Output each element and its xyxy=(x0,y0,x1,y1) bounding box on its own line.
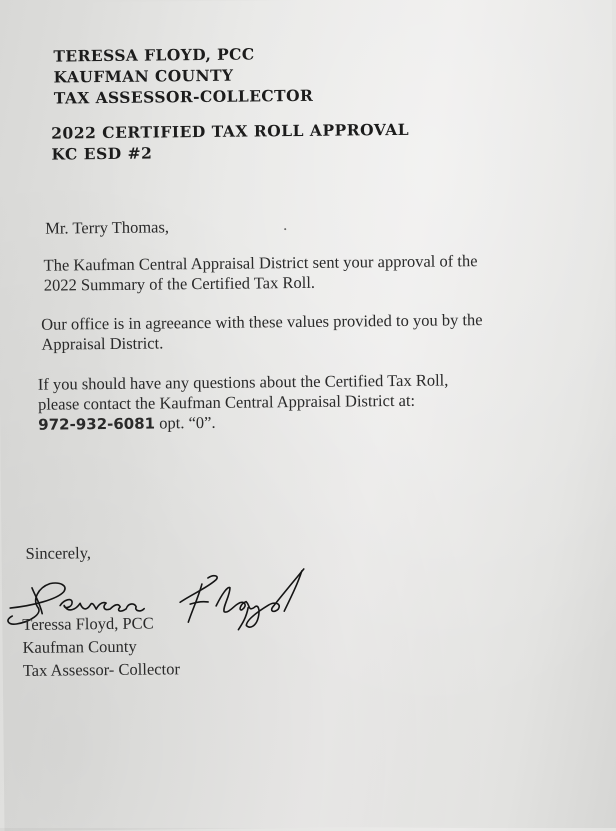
title-line-1: 2022 CERTIFIED TAX ROLL APPROVAL xyxy=(51,119,410,143)
closing-text: Sincerely, xyxy=(25,543,92,563)
paragraph-1 xyxy=(43,250,603,296)
paragraph-2-line-2: Appraisal District. xyxy=(41,333,164,354)
letterhead xyxy=(53,43,313,109)
signer-county: Kaufman County xyxy=(22,636,137,657)
paragraph-3-line-1: If you should have any questions about the Certified Tax Roll, xyxy=(37,370,449,394)
letterhead-office: TAX ASSESSOR-COLLECTOR xyxy=(53,85,314,108)
signer-title: Tax Assessor- Collector xyxy=(22,659,180,680)
phone-number: 972-932-6081 xyxy=(38,414,156,434)
document-title xyxy=(51,119,409,165)
paragraph-1-line-2: 2022 Summary of the Certified Tax Roll. xyxy=(43,272,316,295)
letterhead-county: KAUFMAN COUNTY xyxy=(53,65,234,87)
letterhead-name: TERESSA FLOYD, PCC xyxy=(53,44,255,66)
phone-option: opt. “0”. xyxy=(154,412,216,433)
paper-speck xyxy=(284,228,286,230)
paragraph-2-line-1: Our office is in agreeance with these values provided to you by the xyxy=(41,310,483,334)
paragraph-1-line-1: The Kaufman Central Appraisal District sent your approval of the xyxy=(43,251,478,275)
paragraph-3 xyxy=(38,369,599,435)
salutation: Mr. Terry Thomas, xyxy=(45,217,170,238)
signature-text: Teressa Floyd xyxy=(1,548,8,550)
paragraph-2 xyxy=(41,309,611,355)
title-line-2: KC ESD #2 xyxy=(51,143,153,164)
signer-name: Teressa Floyd, PCC xyxy=(22,613,154,634)
paragraph-3-line-2: please contact the Kaufman Central Appraisal District at: xyxy=(37,390,416,414)
signature-block xyxy=(22,611,180,682)
